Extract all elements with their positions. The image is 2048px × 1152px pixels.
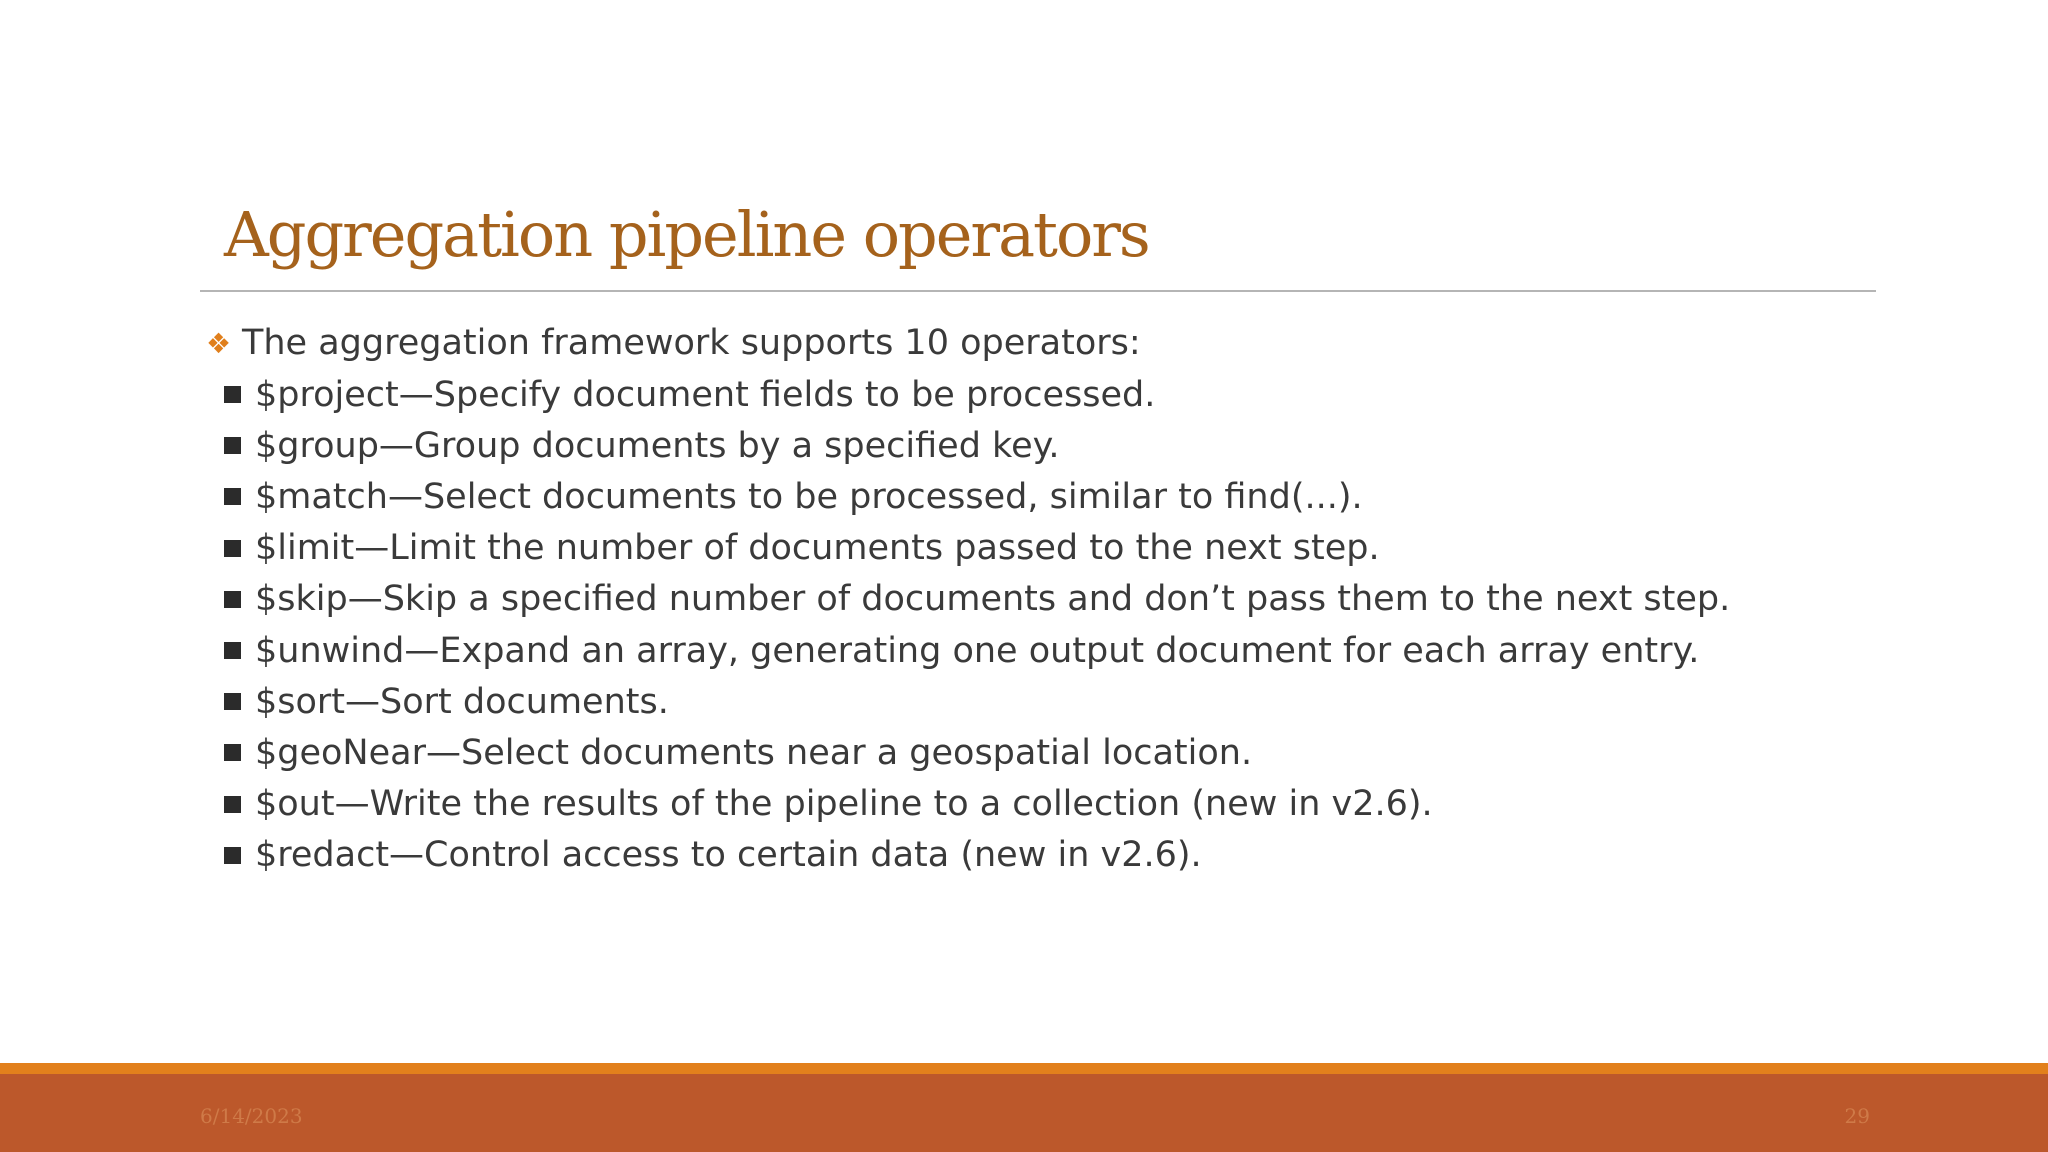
operator-text: $match—Select documents to be processed, similar to find(...). xyxy=(255,476,1363,517)
operator-text: $redact—Control access to certain data (new in v2.6). xyxy=(255,835,1202,876)
operator-text: $unwind—Expand an array, generating one output document for each array entry. xyxy=(255,630,1700,671)
list-item xyxy=(224,779,1966,830)
operator-list xyxy=(206,369,1966,881)
square-bullet-icon xyxy=(224,386,241,403)
list-item xyxy=(224,574,1966,625)
footer-bar xyxy=(0,1074,2048,1152)
square-bullet-icon xyxy=(224,437,241,454)
square-bullet-icon xyxy=(224,591,241,608)
operator-text: $sort—Sort documents. xyxy=(255,681,669,722)
operator-text: $out—Write the results of the pipeline to a collection (new in v2.6). xyxy=(255,784,1433,825)
operator-text: $skip—Skip a specified number of documents and don’t pass them to the next step. xyxy=(255,579,1731,620)
slide-body xyxy=(206,318,1966,881)
slide-title: Aggregation pipeline operators xyxy=(224,198,1149,271)
operator-text: $group—Group documents by a specified key. xyxy=(255,425,1060,466)
list-item xyxy=(224,625,1966,676)
square-bullet-icon xyxy=(224,847,241,864)
operator-text: $geoNear—Select documents near a geospatial location. xyxy=(255,732,1253,773)
operator-text: $project—Specify document fields to be processed. xyxy=(255,374,1156,415)
square-bullet-icon xyxy=(224,488,241,505)
slide-number: 29 xyxy=(1844,1104,1870,1128)
list-item xyxy=(224,830,1966,881)
list-item xyxy=(224,727,1966,778)
list-item xyxy=(224,420,1966,471)
square-bullet-icon xyxy=(224,540,241,557)
square-bullet-icon xyxy=(224,744,241,761)
square-bullet-icon xyxy=(224,642,241,659)
footer-accent-bar xyxy=(0,1063,2048,1074)
list-item xyxy=(224,369,1966,420)
diamond-cluster-icon: ❖ xyxy=(206,327,232,360)
intro-text: The aggregation framework supports 10 operators: xyxy=(242,323,1141,363)
list-item xyxy=(224,676,1966,727)
list-item xyxy=(224,523,1966,574)
square-bullet-icon xyxy=(224,693,241,710)
list-item xyxy=(224,471,1966,522)
title-divider xyxy=(200,290,1876,292)
footer-date: 6/14/2023 xyxy=(200,1104,303,1128)
intro-line xyxy=(206,318,1966,369)
operator-text: $limit—Limit the number of documents passed to the next step. xyxy=(255,528,1380,569)
square-bullet-icon xyxy=(224,796,241,813)
